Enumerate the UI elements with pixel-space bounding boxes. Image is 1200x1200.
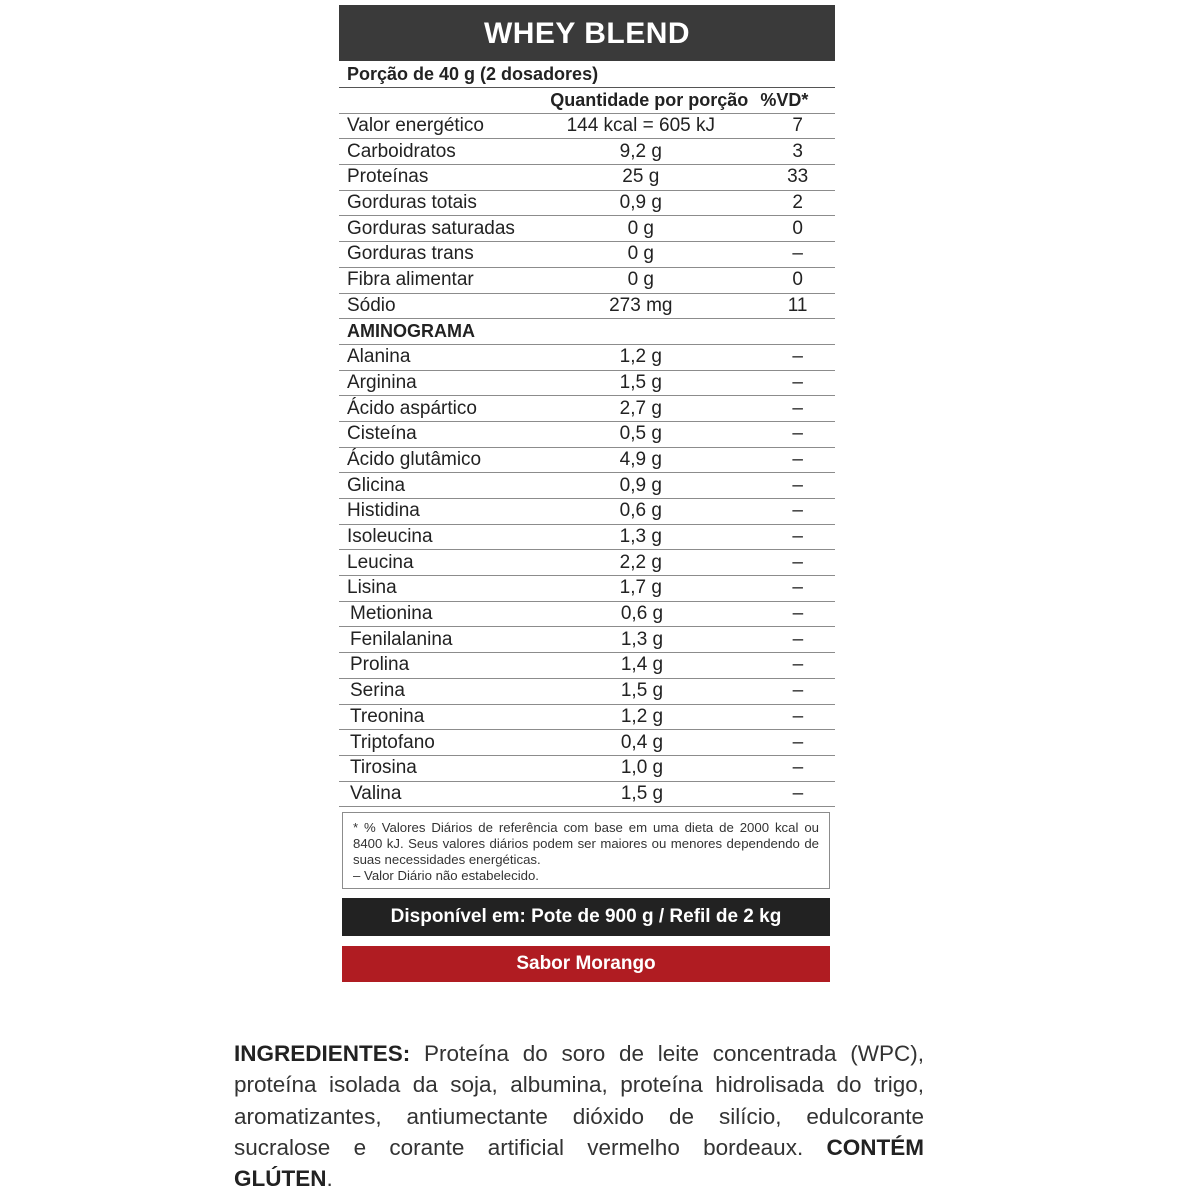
- nutrient-row: [339, 216, 835, 242]
- nutrient-rows: [339, 114, 835, 320]
- row-dv: 33: [787, 166, 809, 188]
- ingredients-paragraph: [234, 1038, 924, 1194]
- row-dv: –: [792, 680, 804, 702]
- row-amount: 1,5 g: [620, 782, 664, 804]
- ingredients-end: .: [326, 1166, 333, 1192]
- row-amount: 0 g: [627, 269, 654, 291]
- row-dv: –: [792, 757, 804, 779]
- row-name: Valor energético: [347, 115, 484, 137]
- row-name: Treonina: [350, 705, 425, 727]
- ingredients-text: Proteína do soro de leite concentrada (WPC), proteína isolada da soja, albumina, proteína hidrolisada do trigo, aromatizantes, antiumectante dióxido de silício, edulcorante sucralose e corante artificial vermelho bordeaux.: [234, 1041, 924, 1160]
- row-amount: 0,6 g: [620, 603, 664, 625]
- row-amount: 1,7 g: [619, 577, 662, 599]
- row-name: Gorduras saturadas: [347, 217, 515, 239]
- amino-acid-row: [339, 679, 835, 705]
- row-dv: 0: [792, 269, 803, 291]
- amino-acid-row: [339, 499, 835, 525]
- row-dv: 0: [792, 217, 803, 239]
- amino-acid-row: [339, 756, 835, 782]
- row-amount: 25 g: [622, 166, 660, 188]
- row-dv: 7: [792, 115, 803, 137]
- row-amount: 1,5 g: [620, 680, 664, 702]
- amino-acid-row: [339, 396, 835, 422]
- row-dv: –: [792, 474, 803, 496]
- row-name: Sódio: [347, 294, 396, 316]
- product-title: WHEY BLEND: [339, 5, 835, 61]
- amino-acid-row: [339, 705, 835, 731]
- row-amount: 1,5 g: [619, 371, 662, 393]
- row-name: Glicina: [347, 474, 406, 496]
- row-name: Prolina: [350, 654, 410, 676]
- nutrient-row: [339, 165, 835, 191]
- row-name: Histidina: [347, 500, 420, 522]
- amino-acid-row: [339, 473, 835, 499]
- row-amount: 273 mg: [609, 294, 673, 316]
- row-name: Ácido glutâmico: [347, 448, 482, 470]
- aminogram-heading: AMINOGRAMA: [347, 321, 475, 342]
- row-name: Arginina: [347, 371, 417, 393]
- row-name: Ácido aspártico: [347, 397, 477, 419]
- row-amount: 9,2 g: [619, 140, 662, 162]
- row-amount: 0,9 g: [619, 474, 662, 496]
- row-amount: 0 g: [627, 243, 654, 265]
- nutrient-row: [339, 242, 835, 268]
- row-name: Gorduras totais: [347, 192, 477, 214]
- row-amount: 1,4 g: [620, 654, 664, 676]
- ingredients-label: INGREDIENTES:: [234, 1041, 411, 1066]
- nutrient-row: [339, 294, 835, 320]
- row-dv: –: [792, 423, 803, 445]
- row-name: Fenilalanina: [350, 628, 453, 650]
- row-dv: –: [792, 603, 804, 625]
- row-dv: –: [792, 731, 804, 753]
- amino-acid-row: [339, 576, 835, 602]
- row-name: Triptofano: [350, 731, 435, 753]
- row-dv: 11: [787, 294, 808, 316]
- nutrient-row: [339, 191, 835, 217]
- amino-acid-row: [339, 422, 835, 448]
- amino-acid-row: [339, 448, 835, 474]
- amino-acid-row: [339, 627, 835, 653]
- amino-acid-row: [339, 602, 835, 628]
- row-amount: 1,0 g: [620, 757, 664, 779]
- row-amount: 1,3 g: [620, 628, 664, 650]
- row-dv: –: [792, 526, 803, 548]
- row-amount: 4,9 g: [619, 448, 662, 470]
- row-name: Fibra alimentar: [347, 269, 474, 291]
- column-header-row: [339, 88, 835, 114]
- row-dv: –: [792, 448, 803, 470]
- row-name: Alanina: [347, 346, 411, 368]
- nutrient-row: [339, 114, 835, 140]
- row-amount: 0,4 g: [620, 731, 664, 753]
- row-dv: 2: [792, 192, 803, 214]
- row-name: Serina: [350, 680, 405, 702]
- row-amount: 1,3 g: [619, 526, 662, 548]
- row-name: Gorduras trans: [347, 243, 474, 265]
- row-dv: –: [792, 397, 803, 419]
- footnote-dv-text: * % Valores Diários de referência com base em uma dieta de 2000 kcal ou 8400 kJ. Seus valores diários podem ser maiores ou menores dependendo de suas necessidades energéticas.: [353, 820, 819, 867]
- footnote-box: [342, 812, 830, 889]
- row-name: Isoleucina: [347, 526, 433, 548]
- row-dv: –: [792, 782, 804, 804]
- row-name: Leucina: [347, 551, 414, 573]
- row-name: Lisina: [347, 577, 397, 599]
- amino-acid-row: [339, 782, 835, 808]
- amino-acid-row: [339, 550, 835, 576]
- row-amount: 2,7 g: [619, 397, 662, 419]
- row-amount: 2,2 g: [619, 551, 662, 573]
- row-name: Carboidratos: [347, 140, 456, 162]
- nutrient-row: [339, 139, 835, 165]
- row-dv: –: [792, 243, 803, 265]
- row-dv: –: [792, 346, 803, 368]
- row-amount: 1,2 g: [620, 705, 664, 727]
- portion-row: [339, 61, 835, 88]
- row-name: Metionina: [350, 603, 433, 625]
- row-name: Tirosina: [350, 757, 417, 779]
- amino-acid-row: [339, 525, 835, 551]
- row-amount: 0,9 g: [619, 192, 662, 214]
- header-quantity: Quantidade por porção: [550, 89, 749, 110]
- row-amount: 0 g: [627, 217, 654, 239]
- amino-acid-row: [339, 371, 835, 397]
- row-dv: 3: [792, 140, 803, 162]
- amino-acid-row: [339, 345, 835, 371]
- amino-rows: [339, 345, 835, 807]
- row-amount: 0,5 g: [619, 423, 662, 445]
- amino-acid-row: [339, 653, 835, 679]
- row-dv: –: [792, 705, 804, 727]
- row-amount: 0,6 g: [619, 500, 662, 522]
- aminogram-heading-row: [339, 319, 835, 345]
- nutrient-row: [339, 268, 835, 294]
- footnote-not-established: – Valor Diário não estabelecido.: [353, 868, 539, 883]
- portion-label: Porção de 40 g (2 dosadores): [347, 63, 599, 84]
- row-dv: –: [792, 577, 803, 599]
- row-amount: 144 kcal = 605 kJ: [566, 115, 715, 137]
- row-name: Cisteína: [347, 423, 417, 445]
- amino-acid-row: [339, 730, 835, 756]
- row-amount: 1,2 g: [619, 346, 662, 368]
- availability-banner: Disponível em: Pote de 900 g / Refil de 2 kg: [342, 898, 830, 936]
- row-name: Valina: [350, 782, 402, 804]
- row-dv: –: [792, 628, 804, 650]
- row-dv: –: [792, 371, 803, 393]
- flavor-banner: Sabor Morango: [342, 946, 830, 982]
- row-dv: –: [792, 500, 803, 522]
- row-name: Proteínas: [347, 166, 429, 188]
- row-dv: –: [792, 654, 804, 676]
- gluten-warning: CONTÉM GLÚTEN: [234, 1134, 924, 1192]
- nutrition-table: [339, 5, 835, 807]
- header-dv: %VD*: [760, 89, 809, 110]
- row-dv: –: [792, 551, 803, 573]
